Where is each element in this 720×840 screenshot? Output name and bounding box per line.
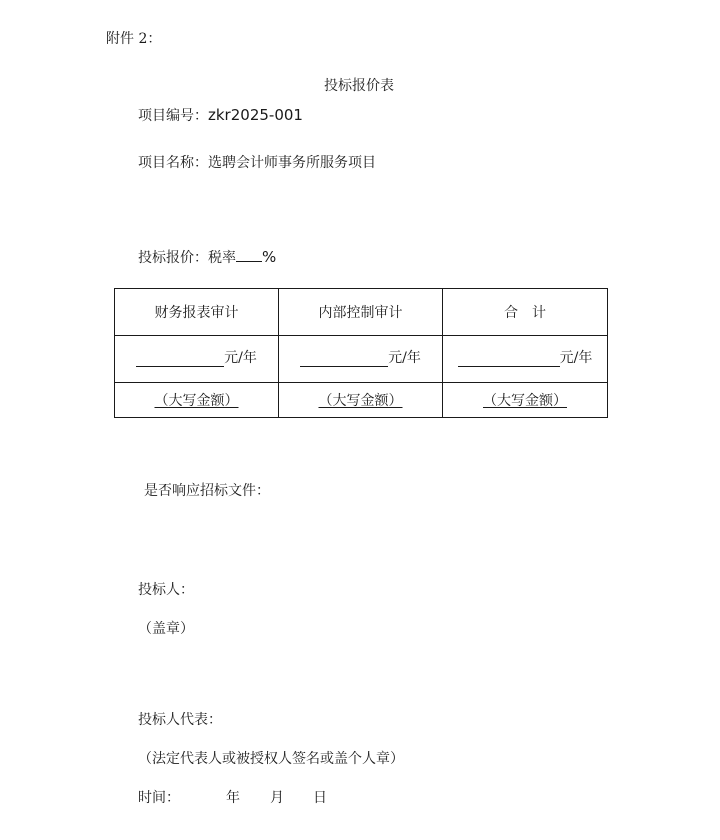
project-number-value: zkr2025-001 [208,106,303,124]
bidder-label: 投标人： [138,582,194,598]
tax-rate-suffix: % [262,248,277,266]
project-name-value: 选聘会计师事务所服务项目 [208,155,376,171]
project-number-line [138,106,303,125]
project-number-label: 项目编号： [138,108,208,124]
amount-unit: 元/年 [559,350,593,366]
amount-cell-financial [115,336,279,383]
representative-label: 投标人代表： [138,712,222,728]
amount-cell-internal [279,336,443,383]
time-line [138,789,338,807]
quote-table [114,288,608,418]
time-year: 年 [226,790,240,806]
attachment-label: 附件 2： [106,31,162,47]
time-label: 时间： [138,790,180,806]
bid-price-label: 投标报价：税率 [138,250,236,266]
amount-unit: 元/年 [224,350,257,366]
table-amount-row [115,336,608,383]
capital-note: （大写金额） [483,393,567,409]
bid-price-line [138,247,276,267]
seal-label: （盖章） [138,621,194,637]
amount-blank [136,350,224,367]
table-header-row [115,289,608,336]
header-financial-audit: 财务报表审计 [115,289,279,336]
project-name-line [138,154,376,172]
header-internal-control-audit: 内部控制审计 [279,289,443,336]
tax-rate-blank [236,247,262,262]
amount-unit: 元/年 [388,350,421,366]
time-month: 月 [270,790,284,806]
amount-cell-total [443,336,608,383]
capital-note: （大写金额） [318,393,403,409]
capital-note: （大写金额） [154,393,239,409]
amount-blank [300,350,388,367]
respond-label: 是否响应招标文件： [144,483,270,499]
amount-blank [458,350,560,367]
project-name-label: 项目名称： [138,155,208,171]
time-day: 日 [313,790,327,806]
table-capital-row [115,383,608,418]
document-title: 投标报价表 [324,78,394,94]
signature-note: （法定代表人或被授权人签名或盖个人章） [138,751,404,767]
header-total: 合 计 [443,289,608,336]
